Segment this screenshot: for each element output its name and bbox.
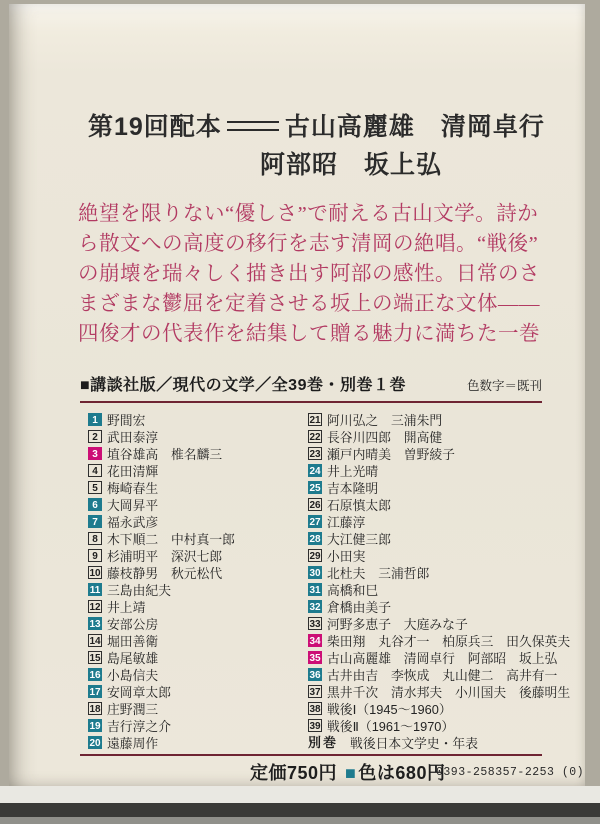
series-header [80, 372, 542, 395]
volume-list-item [88, 683, 306, 700]
volume-number-badge: 8 [88, 532, 102, 545]
blurb-line: の崩壊を瑞々しく描き出す阿部の感性。日常のさ [78, 263, 540, 285]
isbn-code: 0393-258357-2253 (0) [436, 766, 585, 779]
volume-number-badge: 1 [88, 413, 102, 426]
volume-number-badge: 22 [309, 432, 321, 443]
volume-number-badge: 13 [89, 619, 101, 630]
volume-authors: 瀬戸内晴美 曽野綾子 [327, 447, 455, 462]
volume-number-badge: 27 [309, 517, 321, 528]
volume-number-badge: 35 [309, 653, 321, 664]
volume-authors: 庄野潤三 [107, 702, 159, 717]
volume-list-item [88, 700, 306, 717]
volume-authors: 黒井千次 清水邦夫 小川国夫 後藤明生 [327, 685, 571, 700]
volume-list-item [308, 462, 548, 479]
color-square-icon: ■ [345, 763, 357, 783]
volume-authors: 井上光晴 [327, 464, 379, 479]
volume-list-item [308, 717, 548, 734]
volume-list-item [88, 615, 306, 632]
announcement-line1 [88, 108, 545, 146]
volume-authors: 埴谷雄高 椎名麟三 [107, 447, 223, 462]
volume-authors: 大岡昇平 [107, 498, 159, 513]
volume-number-badge: 11 [89, 585, 101, 596]
volume-authors: 武田泰淳 [107, 430, 159, 445]
volume-list-item [88, 496, 306, 513]
volume-number-badge: 37 [309, 687, 321, 698]
volume-authors: 井上靖 [107, 600, 146, 615]
blurb-line: 四俊才の代表作を結集して贈る魅力に満ちた一巻 [78, 323, 540, 345]
volume-authors: 北杜夫 三浦哲郎 [327, 566, 430, 581]
volume-list-left-column [88, 411, 306, 751]
volume-list-item [308, 530, 548, 547]
volume-list-item [88, 564, 306, 581]
volume-authors: 戦後日本文学史・年表 [350, 736, 478, 751]
volume-number-badge: 34 [309, 636, 321, 647]
volume-number-badge: 9 [88, 549, 102, 562]
volume-number-badge: 2 [88, 430, 102, 443]
volume-list-item [308, 598, 548, 615]
volume-list-item [308, 683, 571, 700]
blurb-line: 絶望を限りない“優しさ”で耐える古山文学。詩か [78, 203, 539, 225]
volume-number-badge: 18 [89, 704, 101, 715]
volume-number-badge: 32 [309, 602, 321, 613]
volume-number-badge: 17 [89, 687, 101, 698]
volume-list-right-column [308, 411, 571, 751]
volume-authors: 石原慎太郎 [327, 498, 391, 513]
divider-rule-bottom [80, 754, 542, 756]
volume-list-item [308, 445, 548, 462]
volume-authors: 木下順二 中村真一郎 [107, 532, 235, 547]
volume-authors: 古井由吉 李恢成 丸山健二 高井有一 [327, 668, 558, 683]
volume-authors: 島尾敏雄 [107, 651, 159, 666]
volume-authors: 倉橋由美子 [327, 600, 391, 615]
volume-authors: 花田清輝 [107, 464, 159, 479]
volume-authors: 小田実 [327, 549, 366, 564]
volume-authors: 河野多恵子 大庭みな子 [327, 617, 468, 632]
volume-list-item [88, 530, 306, 547]
color-legend-note: 色数字＝既刊 [466, 379, 542, 393]
volume-authors: 大江健三郎 [327, 532, 391, 547]
volume-list-item [88, 411, 306, 428]
volume-list-item [308, 411, 548, 428]
volume-list-item [88, 734, 306, 751]
volume-authors: 野間宏 [107, 413, 146, 428]
promotional-blurb [78, 199, 540, 349]
volume-number-badge: 29 [309, 551, 321, 562]
volume-list-item [88, 479, 306, 496]
volume-number-badge: 16 [89, 670, 101, 681]
volume-list-item [308, 666, 558, 683]
volume-number-badge: 4 [88, 464, 102, 477]
price-label: 定価750円 [250, 763, 338, 783]
volume-list-item [308, 428, 548, 445]
volume-number-badge: 23 [309, 449, 321, 460]
volume-number-badge: 3 [88, 447, 102, 460]
divider-rule-top [80, 401, 542, 403]
volume-list-item [308, 649, 558, 666]
authors-line1: 古山高麗雄 清岡卓行 [284, 113, 545, 141]
volume-number-badge: 33 [309, 619, 321, 630]
volume-list-item [308, 615, 548, 632]
volume-authors: 安岡章太郎 [107, 685, 171, 700]
installment-announcement [88, 108, 545, 184]
volume-authors: 高橋和巳 [327, 583, 379, 598]
volume-authors: 柴田翔 丸谷才一 柏原兵三 田久保英夫 [327, 634, 571, 649]
volume-number-badge: 5 [88, 481, 102, 494]
volume-authors: 古山高麗雄 清岡卓行 阿部昭 坂上弘 [327, 651, 558, 666]
volume-list-item [88, 462, 306, 479]
installment-number: 第19回配本 [88, 113, 222, 141]
volume-list-item [88, 445, 306, 462]
volume-authors: 安部公房 [107, 617, 159, 632]
volume-number-badge: 30 [309, 568, 321, 579]
volume-number-badge: 36 [309, 670, 321, 681]
volume-authors: 阿川弘之 三浦朱門 [327, 413, 443, 428]
price-line [250, 759, 445, 785]
volume-number-badge: 12 [89, 602, 101, 613]
volume-number-badge: 21 [309, 415, 321, 426]
volume-number-badge: 15 [89, 653, 101, 664]
volume-list-item [88, 513, 306, 530]
volume-list-item [88, 598, 306, 615]
volume-number-badge: 39 [309, 721, 321, 732]
volume-authors: 梅崎春生 [107, 481, 159, 496]
double-dash-rule [227, 121, 279, 131]
volume-authors: 長谷川四郎 開高健 [327, 430, 443, 445]
volume-authors: 小島信夫 [107, 668, 159, 683]
volume-number-badge: 31 [309, 585, 321, 596]
volume-list-item [88, 428, 306, 445]
volume-number-badge: 25 [309, 483, 321, 494]
volume-authors: 戦後Ⅰ（1945～1960） [327, 702, 452, 717]
volume-number-badge: 38 [309, 704, 321, 715]
volume-list-item [308, 581, 548, 598]
volume-list-item [308, 547, 548, 564]
volume-number-badge: 10 [89, 568, 101, 579]
volume-list-item [88, 666, 306, 683]
volume-number-badge: 20 [89, 738, 101, 749]
authors-line2: 阿部昭 坂上弘 [260, 151, 443, 179]
volume-list-item [88, 717, 306, 734]
volume-list-item [308, 564, 548, 581]
volume-list-item [308, 513, 548, 530]
color-price-label: 色は680円 [358, 763, 446, 783]
volume-number-badge: 28 [309, 534, 321, 545]
volume-authors: 遠藤周作 [107, 736, 159, 751]
volume-number-badge: 7 [88, 515, 102, 528]
blurb-line: ら散文への高度の移行を志す清岡の絶唱。“戦後” [78, 233, 539, 255]
volume-authors: 吉本隆明 [327, 481, 379, 496]
volume-list-item [88, 547, 306, 564]
volume-number-badge: 19 [89, 721, 101, 732]
volume-number-badge: 24 [309, 466, 321, 477]
volume-number-badge: 別巻 [308, 735, 339, 750]
volume-authors: 三島由紀夫 [107, 583, 171, 598]
volume-list-item [88, 581, 306, 598]
volume-authors: 福永武彦 [107, 515, 159, 530]
volume-number-badge: 14 [89, 636, 101, 647]
volume-list-item [88, 632, 306, 649]
volume-authors: 杉浦明平 深沢七郎 [107, 549, 223, 564]
volume-number-badge: 26 [309, 500, 321, 511]
volume-authors: 江藤淳 [327, 515, 366, 530]
volume-list-item [308, 700, 548, 717]
volume-authors: 堀田善衛 [107, 634, 159, 649]
volume-list-item [308, 479, 548, 496]
volume-authors: 戦後Ⅱ（1961～1970） [327, 719, 455, 734]
volume-list-item [308, 632, 571, 649]
volume-list-item [88, 649, 306, 666]
volume-authors: 吉行淳之介 [107, 719, 171, 734]
volume-list-item [308, 734, 548, 751]
blurb-line: まざまな鬱屈を定着させる坂上の端正な文体―― [78, 293, 540, 315]
series-title: ■講談社版／現代の文学／全39巻・別巻１巻 [80, 377, 406, 394]
volume-authors: 藤枝静男 秋元松代 [107, 566, 223, 581]
volume-list-item [308, 496, 548, 513]
volume-number-badge: 6 [88, 498, 102, 511]
